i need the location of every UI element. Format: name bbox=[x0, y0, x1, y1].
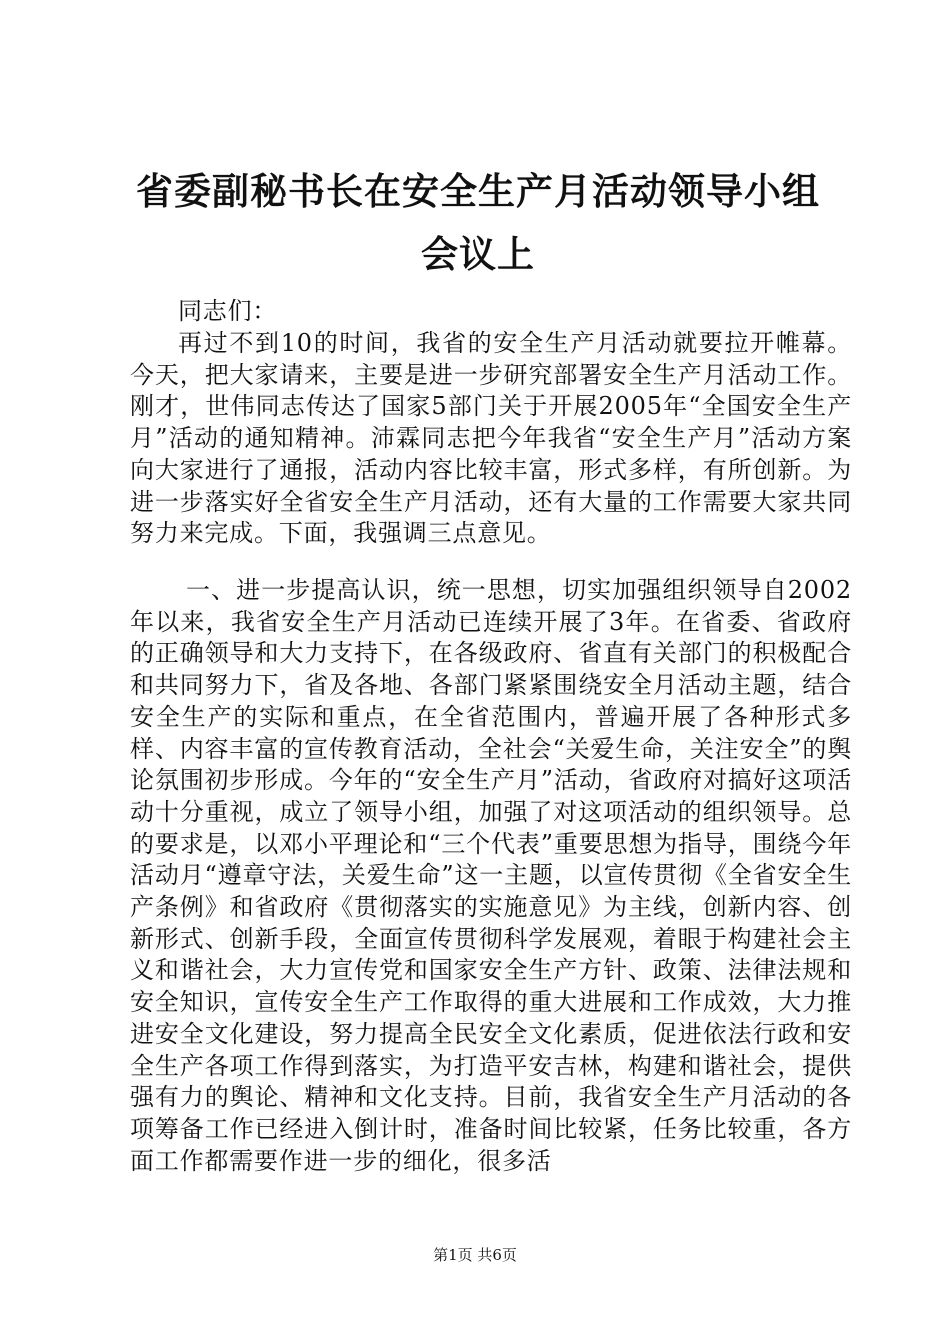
paragraph-section-one: 一、进一步提高认识，统一思想，切实加强组织领导自2002年以来，我省安全生产月活动已连续开展了3年。在省委、省政府的正确领导和大力支持下，在各级政府、省直有关部门的积极配合和共同努力下，省及各地、各部门紧紧围绕安全月活动主题，结合安全生产的实际和重点，在全省范围内，普遍开展了各种形式多样、内容丰富的宣传教育活动，全社会“关爱生命，关注安全”的舆论氛围初步形成。今年的“安全生产月”活动，省政府对搞好这项活动十分重视，成立了领导小组，加强了对这项活动的组织领导。总的要求是，以邓小平理论和“三个代表”重要思想为指导，围绕今年活动月“遵章守法，关爱生命”这一主题，以宣传贯彻《全省安全生产条例》和省政府《贯彻落实的实施意见》为主线，创新内容、创新形式、创新手段，全面宣传贯彻科学发展观，着眼于构建社会主义和谐社会，大力宣传党和国家安全生产方针、政策、法律法规和安全知识，宣传安全生产工作取得的重大进展和工作成效，大力推进安全文化建设，努力提高全民安全文化素质，促进依法行政和安全生产各项工作得到落实，为打造平安吉林，构建和谐社会，提供强有力的舆论、精神和文化支持。目前，我省安全生产月活动的各项筹备工作已经进入倒计时，准备时间比较紧，任务比较重，各方面工作都需要作进一步的细化，很多活 bbox=[130, 576, 852, 1175]
salutation: 同志们： bbox=[178, 297, 278, 325]
document-title: 省委副秘书长在安全生产月活动领导小组会议上 bbox=[136, 170, 820, 276]
paragraph-intro: 再过不到10的时间，我省的安全生产月活动就要拉开帷幕。今天，把大家请来，主要是进一步研究部署安全生产月活动工作。刚才，世伟同志传达了国家5部门关于开展2005年“全国安全生产月”活动的通知精神。沛霖同志把今年我省“安全生产月”活动方案向大家进行了通报，活动内容比较丰富，形式多样，有所创新。为进一步落实好全省安全生产月活动，还有大量的工作需要大家共同努力来完成。下面，我强调三点意见。 bbox=[130, 329, 852, 548]
page-footer: 第1页 共6页 bbox=[433, 1246, 517, 1264]
